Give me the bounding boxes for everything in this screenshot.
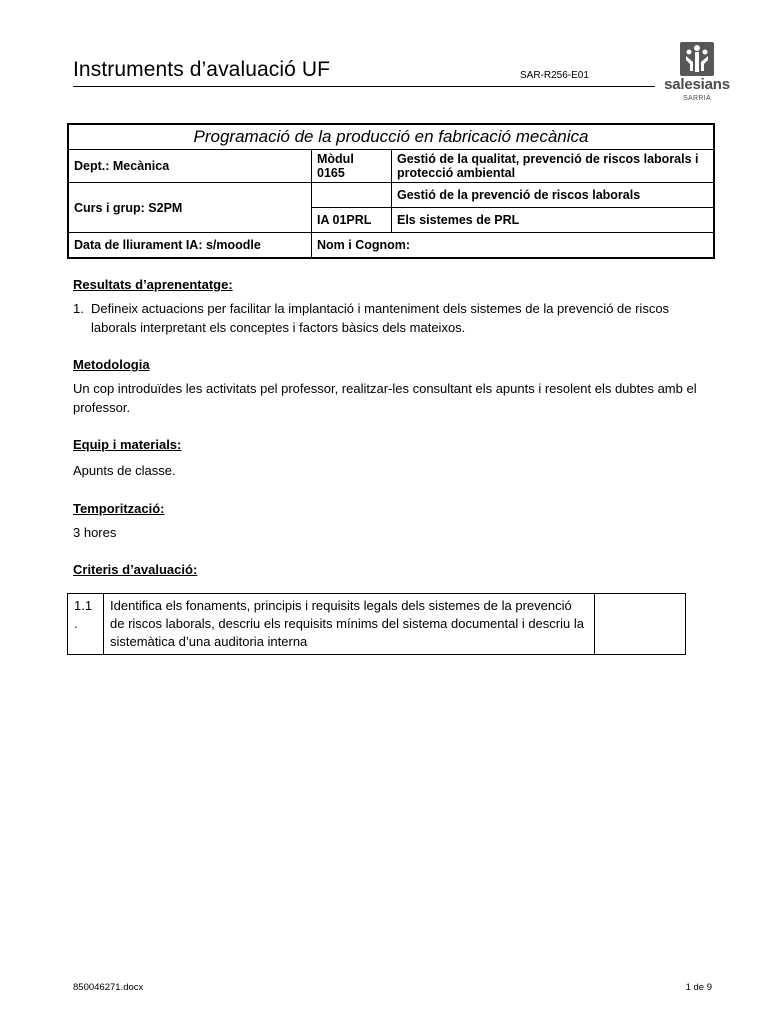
criteria-description: Identifica els fonaments, principis i requisits legals dels sistemes de la prevenció de riscos laborals, descriu els requisits mínims del sistema documental i descriu la sistemàtica d’una auditoria interna [104, 594, 595, 655]
criteria-table [67, 593, 686, 655]
methodology-text: Un cop introduïdes les activitats pel professor, realitzar-les consultant els apunts i resolent els dubtes amb el professor. [73, 381, 697, 415]
document-body [73, 275, 713, 579]
criteria-heading: Criteris d’avaluació: [73, 562, 198, 577]
modul-code-cell [312, 150, 392, 183]
uf-name-cell: Gestió de la prevenció de riscos laborals [392, 183, 715, 208]
learning-outcome-item [73, 299, 713, 337]
program-title: Programació de la producció en fabricació mecànica [68, 124, 714, 150]
department-cell: Dept.: Mecànica [68, 150, 312, 183]
modul-name-cell: Gestió de la qualitat, prevenció de riscos laborals i protecció ambiental [392, 150, 715, 183]
salesians-logo [660, 42, 740, 104]
timing-heading: Temporització: [73, 501, 165, 516]
logo-wordmark: salesians [664, 76, 730, 93]
logo-subtitle: SARRIÀ [683, 95, 711, 102]
equipment-text: Apunts de classe. [73, 463, 176, 478]
criteria-mark-cell [595, 594, 686, 655]
document-header-title: Instruments d’avaluació UF [73, 58, 331, 81]
criteria-number: 1.1 . [68, 594, 104, 655]
learning-outcomes-heading: Resultats d’aprenentatge: [73, 277, 233, 292]
ia-code-cell: IA 01PRL [312, 208, 392, 233]
program-info-table [67, 123, 715, 259]
footer-filename: 850046271.docx [73, 982, 144, 993]
modul-label: Mòdul [317, 152, 354, 166]
modul-code: 0165 [317, 166, 345, 180]
student-name-cell: Nom i Cognom: [312, 233, 715, 259]
table-row [68, 594, 686, 655]
learning-outcome-number: 1. [73, 301, 84, 316]
timing-text: 3 hores [73, 525, 117, 540]
uf-code-cell [312, 183, 392, 208]
ia-name-cell: Els sistemes de PRL [392, 208, 715, 233]
methodology-heading: Metodologia [73, 357, 150, 372]
document-code: SAR-R256-E01 [520, 70, 589, 81]
equipment-heading: Equip i materials: [73, 437, 182, 452]
salesians-emblem-icon [680, 42, 714, 76]
delivery-date-cell: Data de lliurament IA: s/moodle [68, 233, 312, 259]
learning-outcome-text: Defineix actuacions per facilitar la implantació i manteniment dels sistemes de la prevenció de riscos laborals interpretant els conceptes i factors bàsics dels mateixos. [91, 301, 670, 335]
header-divider [73, 86, 655, 87]
footer-page-number: 1 de 9 [685, 982, 712, 993]
curs-grup-cell: Curs i grup: S2PM [68, 183, 312, 233]
